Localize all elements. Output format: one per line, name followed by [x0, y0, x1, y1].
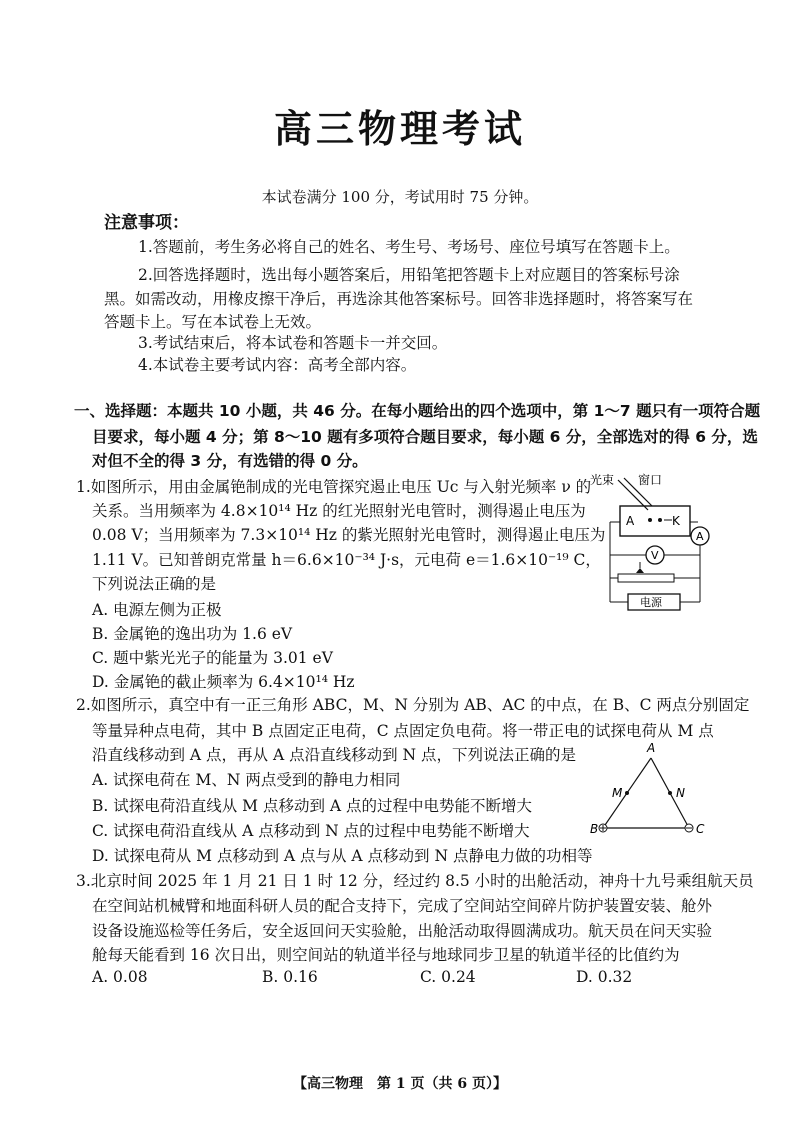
question-3-option-d: D. 0.32 — [576, 968, 633, 986]
section-instructions: 对但不全的得 3 分，有选错的得 0 分。 — [92, 452, 368, 470]
question-2-text: 等量异种点电荷，其中 B 点固定正电荷，C 点固定负电荷。将一带正电的试探电荷从 M 点 — [92, 722, 714, 740]
triangle-charge-diagram — [590, 738, 710, 838]
notice-item: 3.考试结束后，将本试卷和答题卡一并交回。 — [138, 334, 448, 352]
beam-label: 光束 — [590, 473, 615, 487]
page-title: 高三物理考试 — [273, 107, 526, 151]
notice-heading: 注意事项： — [104, 213, 189, 233]
notice-item: 答题卡上。写在本试卷上无效。 — [104, 313, 322, 331]
question-3-text: 在空间站机械臂和地面科研人员的配合支持下，完成了空间站空间碎片防护装置安装、舱外 — [92, 897, 713, 915]
page-footer: 【高三物理 第 1 页（共 6 页）】 — [293, 1076, 507, 1092]
notice-item: 1.答题前，考生务必将自己的姓名、考生号、考场号、座位号填写在答题卡上。 — [138, 238, 680, 256]
question-3-text: 3.北京时间 2025 年 1 月 21 日 1 时 12 分，经过约 8.5 小时的出舱活动，神舟十九号乘组航天员 — [76, 872, 754, 890]
vertex-a-label: A — [647, 741, 656, 755]
question-1-option-c: C. 题中紫光光子的能量为 3.01 eV — [92, 649, 333, 667]
question-1-option-d: D. 金属铯的截止频率为 6.4×10¹⁴ Hz — [92, 673, 355, 691]
question-2-option-a: A. 试探电荷在 M、N 两点受到的静电力相同 — [92, 771, 401, 789]
point-m-label: M — [612, 786, 623, 800]
cathode-label: K — [672, 514, 680, 528]
notice-item: 2.回答选择题时，选出每小题答案后，用铅笔把答题卡上对应题目的答案标号涂 — [138, 266, 680, 284]
question-2-option-b: B. 试探电荷沿直线从 M 点移动到 A 点的过程中电势能不断增大 — [92, 797, 533, 815]
question-1-option-b: B. 金属铯的逸出功为 1.6 eV — [92, 625, 293, 643]
section-instructions: 目要求，每小题 4 分；第 8～10 题有多项符合题目要求，每小题 6 分，全部选对的得 6 分，选 — [92, 428, 758, 446]
question-1-text: 0.08 V；当用频率为 7.3×10¹⁴ Hz 的紫光照射光电管时，测得遏止电压为 — [92, 526, 606, 544]
question-3-text: 设备设施巡检等任务后，安全返回问天实验舱，出舱活动取得圆满成功。航天员在问天实验 — [92, 922, 713, 940]
question-2-text: 2.如图所示，真空中有一正三角形 ABC，M、N 分别为 AB、AC 的中点，在 B、C 两点分别固定 — [76, 696, 750, 714]
question-1-text: 1.11 V。已知普朗克常量 h＝6.6×10⁻³⁴ J·s，元电荷 e＝1.6×10⁻¹⁹ C， — [92, 551, 601, 569]
question-3-text: 舱每天能看到 16 次日出，则空间站的轨道半径与地球同步卫星的轨道半径的比值约为 — [92, 946, 680, 964]
exam-subtitle: 本试卷满分 100 分，考试用时 75 分钟。 — [261, 188, 539, 206]
section-instructions: 一、选择题：本题共 10 小题，共 46 分。在每小题给出的四个选项中，第 1～7 题只有一项符合题 — [74, 402, 761, 420]
phototube-circuit-diagram — [590, 470, 720, 612]
question-1-text: 下列说法正确的是 — [92, 575, 217, 593]
question-2-option-d: D. 试探电荷从 M 点移动到 A 点与从 A 点移动到 N 点静电力做的功相等 — [92, 847, 593, 865]
window-label: 窗口 — [638, 473, 663, 487]
question-1-text: 1.如图所示，用由金属铯制成的光电管探究遏止电压 Uc 与入射光频率 ν 的 — [76, 478, 592, 496]
question-1-text: 关系。当用频率为 4.8×10¹⁴ Hz 的红光照射光电管时，测得遏止电压为 — [92, 502, 586, 520]
anode-label: A — [626, 514, 635, 528]
notice-item: 黑。如需改动，用橡皮擦干净后，再选涂其他答案标号。回答非选择题时，将答案写在 — [104, 290, 694, 308]
question-3-option-b: B. 0.16 — [262, 968, 318, 986]
point-n-label: N — [676, 786, 685, 800]
question-1-option-a: A. 电源左侧为正极 — [92, 601, 222, 619]
question-2-option-c: C. 试探电荷沿直线从 A 点移动到 N 点的过程中电势能不断增大 — [92, 822, 530, 840]
question-3-option-c: C. 0.24 — [420, 968, 476, 986]
vertex-c-label: C — [696, 822, 705, 836]
question-2-text: 沿直线移动到 A 点，再从 A 点沿直线移动到 N 点，下列说法正确的是 — [92, 746, 577, 764]
power-source-label: 电源 — [640, 596, 662, 609]
notice-item: 4.本试卷主要考试内容：高考全部内容。 — [138, 356, 417, 374]
vertex-b-label: B — [590, 822, 599, 836]
voltmeter-label: V — [651, 549, 659, 562]
question-3-option-a: A. 0.08 — [92, 968, 148, 986]
ammeter-label: A — [696, 530, 704, 543]
